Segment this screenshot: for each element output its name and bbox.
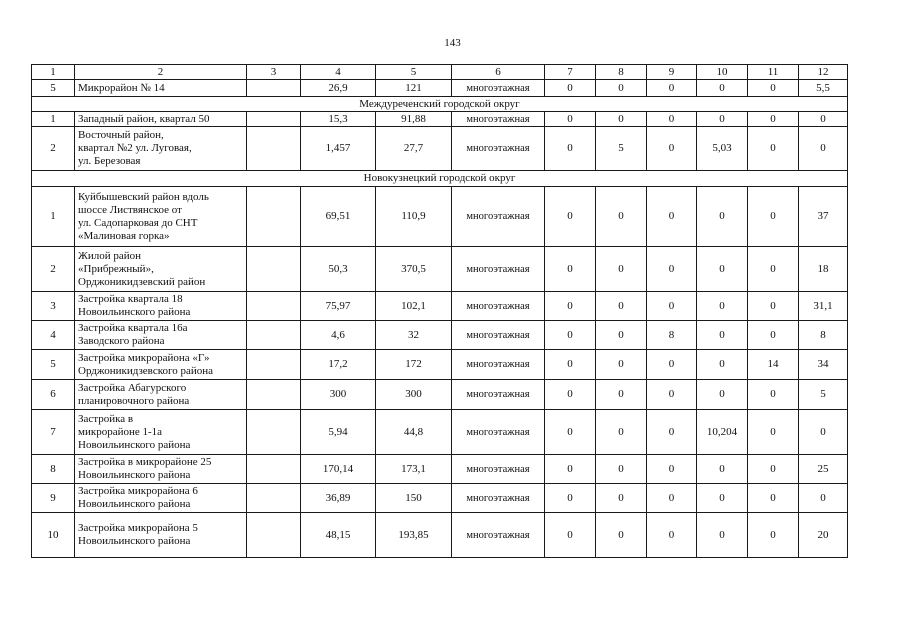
cell-col-7: 0 xyxy=(545,187,596,247)
cell-col-11: 0 xyxy=(748,484,799,513)
name-line: ул. Березовая xyxy=(78,155,141,167)
cell-col-7: 0 xyxy=(545,380,596,410)
cell-col-4: 170,14 xyxy=(301,455,376,484)
table-row xyxy=(32,513,848,558)
cell-col-7: 0 xyxy=(545,350,596,380)
cell-col-11: 0 xyxy=(748,80,799,97)
cell-col-11: 14 xyxy=(748,350,799,380)
name-line: микрорайоне 1-1а xyxy=(78,425,163,438)
name-line: Застройка в xyxy=(78,412,134,425)
cell-col-no: 3 xyxy=(32,292,75,321)
cell-col-8: 0 xyxy=(596,321,647,350)
cell-col-3 xyxy=(247,484,301,513)
cell-col-3 xyxy=(247,455,301,484)
cell-col-5: 110,9 xyxy=(376,187,452,247)
cell-col-12: 34 xyxy=(799,350,848,380)
cell-col-10: 0 xyxy=(697,187,748,247)
cell-col-12: 0 xyxy=(799,127,848,171)
table-row xyxy=(32,455,848,484)
name-line: Застройка микрорайона 5 xyxy=(78,522,198,534)
cell-col-3 xyxy=(247,513,301,558)
cell-col-3 xyxy=(247,292,301,321)
cell-col-3 xyxy=(247,247,301,292)
cell-col-3 xyxy=(247,187,301,247)
cell-col-7: 0 xyxy=(545,247,596,292)
cell-col-5: 102,1 xyxy=(376,292,452,321)
name-line: Застройка в микрорайоне 25 xyxy=(78,456,212,468)
cell-col-no: 2 xyxy=(32,127,75,171)
cell-col-7: 0 xyxy=(545,410,596,455)
cell-col-11: 0 xyxy=(748,455,799,484)
cell-col-no: 7 xyxy=(32,410,75,455)
table-row xyxy=(32,187,848,247)
cell-col-type: многоэтажная xyxy=(452,187,545,247)
name-line: Застройка Абагурского xyxy=(78,381,187,394)
housing-table xyxy=(31,64,848,558)
cell-col-4: 36,89 xyxy=(301,484,376,513)
cell-col-9: 0 xyxy=(647,484,697,513)
header-cell-col-5: 5 xyxy=(376,65,452,80)
name-line: шоссе Листвянское от xyxy=(78,203,182,216)
cell-col-10: 10,204 xyxy=(697,410,748,455)
cell-col-4: 69,51 xyxy=(301,187,376,247)
cell-col-11: 0 xyxy=(748,112,799,127)
name-line: Застройка микрорайона 6 xyxy=(78,485,198,497)
section-row xyxy=(32,171,848,187)
cell-col-name xyxy=(75,321,247,350)
header-cell-col-11: 11 xyxy=(748,65,799,80)
cell-col-10: 0 xyxy=(697,484,748,513)
section-title: Междуреченский городской округ xyxy=(32,97,848,112)
name-line: планировочного района xyxy=(78,394,190,407)
name-line: Западный район, квартал 50 xyxy=(78,112,210,125)
name-line: Заводского района xyxy=(78,335,165,347)
cell-col-9: 0 xyxy=(647,513,697,558)
cell-col-10: 0 xyxy=(697,247,748,292)
cell-col-8: 0 xyxy=(596,513,647,558)
name-line: Орджоникидзевского района xyxy=(78,364,214,377)
cell-col-8: 0 xyxy=(596,292,647,321)
cell-col-no: 2 xyxy=(32,247,75,292)
cell-col-8: 0 xyxy=(596,455,647,484)
table-row xyxy=(32,350,848,380)
cell-col-5: 121 xyxy=(376,80,452,97)
table-row xyxy=(32,484,848,513)
cell-col-4: 50,3 xyxy=(301,247,376,292)
cell-col-name xyxy=(75,350,247,380)
cell-col-5: 370,5 xyxy=(376,247,452,292)
cell-col-4: 17,2 xyxy=(301,350,376,380)
cell-col-5: 193,85 xyxy=(376,513,452,558)
cell-col-10: 0 xyxy=(697,112,748,127)
name-line: Новоильинского района xyxy=(78,535,191,547)
cell-col-8: 0 xyxy=(596,380,647,410)
cell-col-type: многоэтажная xyxy=(452,455,545,484)
section-title: Новокузнецкий городской округ xyxy=(32,171,848,187)
cell-col-name xyxy=(75,513,247,558)
cell-col-12: 8 xyxy=(799,321,848,350)
cell-col-type: многоэтажная xyxy=(452,247,545,292)
table-row xyxy=(32,321,848,350)
cell-col-type: многоэтажная xyxy=(452,127,545,171)
cell-col-12: 5,5 xyxy=(799,80,848,97)
cell-col-3 xyxy=(247,350,301,380)
cell-col-3 xyxy=(247,80,301,97)
cell-col-5: 300 xyxy=(376,380,452,410)
cell-col-4: 26,9 xyxy=(301,80,376,97)
cell-col-name xyxy=(75,247,247,292)
cell-col-name xyxy=(75,112,247,127)
cell-col-type: многоэтажная xyxy=(452,350,545,380)
cell-col-7: 0 xyxy=(545,513,596,558)
cell-col-8: 0 xyxy=(596,484,647,513)
cell-col-4: 15,3 xyxy=(301,112,376,127)
name-line: Микрорайон № 14 xyxy=(78,81,165,94)
table-row xyxy=(32,410,848,455)
table-row xyxy=(32,80,848,97)
cell-col-11: 0 xyxy=(748,247,799,292)
name-line: «Прибрежный», xyxy=(78,262,154,275)
cell-col-9: 0 xyxy=(647,80,697,97)
header-cell-col-no: 1 xyxy=(32,65,75,80)
cell-col-5: 27,7 xyxy=(376,127,452,171)
cell-col-4: 4,6 xyxy=(301,321,376,350)
cell-col-9: 0 xyxy=(647,455,697,484)
cell-col-10: 0 xyxy=(697,321,748,350)
name-line: Новоильинского района xyxy=(78,306,191,318)
cell-col-12: 18 xyxy=(799,247,848,292)
cell-col-11: 0 xyxy=(748,321,799,350)
cell-col-7: 0 xyxy=(545,127,596,171)
cell-col-name xyxy=(75,455,247,484)
cell-col-10: 0 xyxy=(697,513,748,558)
table-row xyxy=(32,112,848,127)
cell-col-12: 25 xyxy=(799,455,848,484)
cell-col-7: 0 xyxy=(545,292,596,321)
cell-col-type: многоэтажная xyxy=(452,484,545,513)
cell-col-no: 1 xyxy=(32,112,75,127)
cell-col-12: 0 xyxy=(799,484,848,513)
cell-col-type: многоэтажная xyxy=(452,410,545,455)
cell-col-3 xyxy=(247,380,301,410)
cell-col-8: 0 xyxy=(596,112,647,127)
cell-col-4: 48,15 xyxy=(301,513,376,558)
cell-col-5: 150 xyxy=(376,484,452,513)
name-line: Новоильинского района xyxy=(78,438,191,451)
cell-col-7: 0 xyxy=(545,321,596,350)
cell-col-no: 10 xyxy=(32,513,75,558)
cell-col-4: 1,457 xyxy=(301,127,376,171)
cell-col-name xyxy=(75,80,247,97)
cell-col-8: 0 xyxy=(596,247,647,292)
cell-col-3 xyxy=(247,410,301,455)
cell-col-no: 4 xyxy=(32,321,75,350)
cell-col-11: 0 xyxy=(748,410,799,455)
header-cell-col-4: 4 xyxy=(301,65,376,80)
cell-col-9: 0 xyxy=(647,350,697,380)
header-cell-col-8: 8 xyxy=(596,65,647,80)
cell-col-type: многоэтажная xyxy=(452,292,545,321)
cell-col-9: 0 xyxy=(647,247,697,292)
cell-col-12: 37 xyxy=(799,187,848,247)
cell-col-type: многоэтажная xyxy=(452,321,545,350)
cell-col-11: 0 xyxy=(748,292,799,321)
cell-col-11: 0 xyxy=(748,380,799,410)
section-row xyxy=(32,97,848,112)
header-cell-col-type: 6 xyxy=(452,65,545,80)
name-line: Жилой район xyxy=(78,249,142,262)
table-row xyxy=(32,247,848,292)
table-header-row xyxy=(32,65,848,80)
table-row xyxy=(32,292,848,321)
cell-col-type: многоэтажная xyxy=(452,112,545,127)
cell-col-7: 0 xyxy=(545,112,596,127)
name-line: Куйбышевский район вдоль xyxy=(78,190,209,203)
header-cell-col-12: 12 xyxy=(799,65,848,80)
cell-col-type: многоэтажная xyxy=(452,80,545,97)
cell-col-10: 5,03 xyxy=(697,127,748,171)
name-line: «Малиновая горка» xyxy=(78,229,170,242)
cell-col-3 xyxy=(247,112,301,127)
cell-col-no: 1 xyxy=(32,187,75,247)
cell-col-5: 91,88 xyxy=(376,112,452,127)
table-row xyxy=(32,380,848,410)
cell-col-9: 0 xyxy=(647,410,697,455)
cell-col-name xyxy=(75,410,247,455)
cell-col-9: 0 xyxy=(647,127,697,171)
cell-col-4: 5,94 xyxy=(301,410,376,455)
cell-col-12: 31,1 xyxy=(799,292,848,321)
cell-col-7: 0 xyxy=(545,455,596,484)
name-line: Застройка квартала 16а xyxy=(78,322,188,334)
cell-col-name xyxy=(75,292,247,321)
cell-col-5: 32 xyxy=(376,321,452,350)
cell-col-8: 0 xyxy=(596,410,647,455)
cell-col-9: 0 xyxy=(647,112,697,127)
name-line: Новоильинского района xyxy=(78,469,191,481)
name-line: Новоильинского района xyxy=(78,498,191,510)
cell-col-12: 0 xyxy=(799,410,848,455)
cell-col-name xyxy=(75,484,247,513)
cell-col-5: 172 xyxy=(376,350,452,380)
cell-col-no: 5 xyxy=(32,80,75,97)
cell-col-10: 0 xyxy=(697,292,748,321)
header-cell-col-10: 10 xyxy=(697,65,748,80)
cell-col-11: 0 xyxy=(748,187,799,247)
cell-col-10: 0 xyxy=(697,380,748,410)
cell-col-11: 0 xyxy=(748,127,799,171)
cell-col-no: 6 xyxy=(32,380,75,410)
header-cell-col-9: 9 xyxy=(647,65,697,80)
cell-col-9: 0 xyxy=(647,380,697,410)
cell-col-4: 300 xyxy=(301,380,376,410)
header-cell-col-name: 2 xyxy=(75,65,247,80)
cell-col-12: 5 xyxy=(799,380,848,410)
cell-col-type: многоэтажная xyxy=(452,380,545,410)
cell-col-3 xyxy=(247,127,301,171)
cell-col-8: 0 xyxy=(596,80,647,97)
cell-col-name xyxy=(75,127,247,171)
table-row xyxy=(32,127,848,171)
cell-col-10: 0 xyxy=(697,80,748,97)
header-cell-col-7: 7 xyxy=(545,65,596,80)
cell-col-9: 0 xyxy=(647,292,697,321)
cell-col-no: 5 xyxy=(32,350,75,380)
cell-col-12: 0 xyxy=(799,112,848,127)
cell-col-8: 5 xyxy=(596,127,647,171)
cell-col-4: 75,97 xyxy=(301,292,376,321)
name-line: квартал №2 ул. Луговая, xyxy=(78,142,192,154)
cell-col-10: 0 xyxy=(697,455,748,484)
cell-col-11: 0 xyxy=(748,513,799,558)
cell-col-9: 0 xyxy=(647,187,697,247)
cell-col-no: 9 xyxy=(32,484,75,513)
name-line: Орджоникидзевский район xyxy=(78,275,206,288)
page-number: 143 xyxy=(444,37,461,49)
name-line: Восточный район, xyxy=(78,129,164,141)
cell-col-7: 0 xyxy=(545,484,596,513)
cell-col-8: 0 xyxy=(596,187,647,247)
cell-col-3 xyxy=(247,321,301,350)
header-cell-col-3: 3 xyxy=(247,65,301,80)
cell-col-8: 0 xyxy=(596,350,647,380)
cell-col-10: 0 xyxy=(697,350,748,380)
cell-col-9: 8 xyxy=(647,321,697,350)
name-line: Застройка квартала 18 xyxy=(78,293,183,305)
cell-col-12: 20 xyxy=(799,513,848,558)
cell-col-name xyxy=(75,380,247,410)
cell-col-5: 44,8 xyxy=(376,410,452,455)
cell-col-name xyxy=(75,187,247,247)
name-line: Застройка микрорайона «Г» xyxy=(78,351,210,364)
cell-col-type: многоэтажная xyxy=(452,513,545,558)
name-line: ул. Садопарковая до СНТ xyxy=(78,216,198,229)
cell-col-5: 173,1 xyxy=(376,455,452,484)
cell-col-7: 0 xyxy=(545,80,596,97)
cell-col-no: 8 xyxy=(32,455,75,484)
